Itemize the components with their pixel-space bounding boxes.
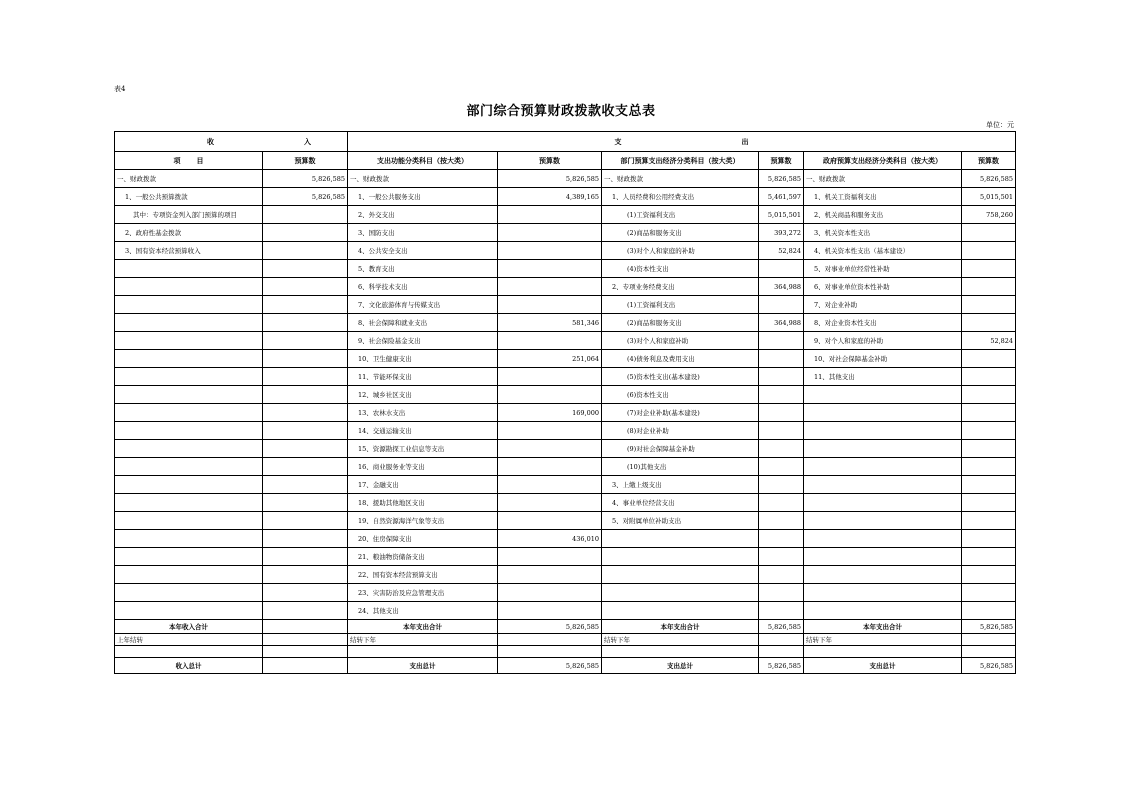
dept-econ-item: (7)对企业补助(基本建设) — [602, 404, 759, 422]
gov-econ-item — [804, 584, 962, 602]
func-budget — [498, 548, 602, 566]
func-budget: 4,389,165 — [498, 188, 602, 206]
exp-grand-total-value-1: 5,826,585 — [498, 658, 602, 674]
income-grand-total-label: 收入总计 — [115, 658, 263, 674]
gov-econ-budget: 5,826,585 — [962, 170, 1016, 188]
income-item — [115, 440, 263, 458]
gov-econ-item: 7、对企业补助 — [804, 296, 962, 314]
income-budget — [263, 548, 348, 566]
table-row — [115, 566, 1016, 584]
func-budget — [498, 278, 602, 296]
grand-total-row — [115, 658, 1016, 674]
gov-econ-budget — [962, 602, 1016, 620]
gov-econ-budget — [962, 566, 1016, 584]
func-item: 一、财政拨款 — [348, 170, 498, 188]
exp-year-total-label-3: 本年支出合计 — [804, 620, 962, 634]
func-budget: 436,010 — [498, 530, 602, 548]
gov-econ-budget — [962, 278, 1016, 296]
gov-econ-budget — [962, 368, 1016, 386]
income-budget — [263, 494, 348, 512]
func-budget — [498, 332, 602, 350]
dept-econ-item: 一、财政拨款 — [602, 170, 759, 188]
table-row — [115, 404, 1016, 422]
dept-econ-item: (9)对社会保障基金补助 — [602, 440, 759, 458]
dept-econ-item: 3、上缴上级支出 — [602, 476, 759, 494]
unit-label: 单位：元 — [986, 121, 1014, 129]
totals-body — [115, 620, 1016, 674]
gov-econ-item — [804, 458, 962, 476]
table-row — [115, 440, 1016, 458]
dept-econ-budget — [759, 386, 804, 404]
dept-econ-budget — [759, 422, 804, 440]
income-grand-total-value — [263, 658, 348, 674]
col-header-budget4: 预算数 — [962, 152, 1016, 170]
table-row — [115, 188, 1016, 206]
income-item — [115, 260, 263, 278]
dept-econ-budget — [759, 260, 804, 278]
func-item: 12、城乡社区支出 — [348, 386, 498, 404]
func-item: 7、文化旅游体育与传媒支出 — [348, 296, 498, 314]
gov-econ-item: 1、机关工资福利支出 — [804, 188, 962, 206]
dept-econ-budget — [759, 296, 804, 314]
gov-econ-item: 4、机关资本性支出（基本建设） — [804, 242, 962, 260]
income-item — [115, 296, 263, 314]
income-item: 3、国有资本经营预算收入 — [115, 242, 263, 260]
income-budget — [263, 350, 348, 368]
income-item — [115, 404, 263, 422]
exp-year-total-value-3: 5,826,585 — [962, 620, 1016, 634]
dept-econ-budget: 393,272 — [759, 224, 804, 242]
col-header-item: 项目 — [115, 152, 263, 170]
income-budget — [263, 314, 348, 332]
income-budget — [263, 476, 348, 494]
table-row — [115, 170, 1016, 188]
table-row — [115, 296, 1016, 314]
func-item: 1、一般公共服务支出 — [348, 188, 498, 206]
exp-year-total-label-1: 本年支出合计 — [348, 620, 498, 634]
gov-econ-item — [804, 566, 962, 584]
exp-year-total-label-2: 本年支出合计 — [602, 620, 759, 634]
func-budget: 251,064 — [498, 350, 602, 368]
func-item: 22、国有资本经营预算支出 — [348, 566, 498, 584]
table-row — [115, 494, 1016, 512]
func-item: 10、卫生健康支出 — [348, 350, 498, 368]
dept-econ-budget — [759, 368, 804, 386]
table-row — [115, 314, 1016, 332]
dept-econ-item: (6)资本性支出 — [602, 386, 759, 404]
table-row — [115, 512, 1016, 530]
func-item: 4、公共安全支出 — [348, 242, 498, 260]
dept-econ-item: (10)其他支出 — [602, 458, 759, 476]
func-item: 2、外交支出 — [348, 206, 498, 224]
gov-econ-item — [804, 602, 962, 620]
income-item — [115, 602, 263, 620]
exp-grand-total-value-2: 5,826,585 — [759, 658, 804, 674]
income-budget — [263, 584, 348, 602]
income-item — [115, 314, 263, 332]
income-item: 一、财政拨款 — [115, 170, 263, 188]
func-budget — [498, 260, 602, 278]
gov-econ-budget — [962, 440, 1016, 458]
income-item — [115, 476, 263, 494]
dept-econ-budget — [759, 458, 804, 476]
dept-econ-budget — [759, 602, 804, 620]
func-budget — [498, 386, 602, 404]
carry-out-value-3 — [962, 634, 1016, 646]
dept-econ-item: 5、对附属单位补助支出 — [602, 512, 759, 530]
exp-grand-total-label-3: 支出总计 — [804, 658, 962, 674]
gov-econ-budget — [962, 458, 1016, 476]
func-item: 9、社会保险基金支出 — [348, 332, 498, 350]
gov-econ-budget — [962, 404, 1016, 422]
gov-econ-budget — [962, 350, 1016, 368]
carry-in-label: 上年结转 — [115, 634, 263, 646]
table-row — [115, 386, 1016, 404]
dept-econ-item: 2、专项业务经费支出 — [602, 278, 759, 296]
gov-econ-budget — [962, 548, 1016, 566]
dept-econ-item: 4、事业单位经营支出 — [602, 494, 759, 512]
income-item — [115, 566, 263, 584]
dept-econ-budget: 52,824 — [759, 242, 804, 260]
dept-econ-budget: 5,461,597 — [759, 188, 804, 206]
income-item — [115, 422, 263, 440]
income-item — [115, 494, 263, 512]
income-budget — [263, 422, 348, 440]
dept-econ-item: (5)资本性支出(基本建设) — [602, 368, 759, 386]
func-item: 3、国防支出 — [348, 224, 498, 242]
carry-out-label-3: 结转下年 — [804, 634, 962, 646]
carry-out-value-1 — [498, 634, 602, 646]
gov-econ-item: 一、财政拨款 — [804, 170, 962, 188]
func-budget: 5,826,585 — [498, 170, 602, 188]
gov-econ-budget — [962, 296, 1016, 314]
carry-out-label-1: 结转下年 — [348, 634, 498, 646]
table-row — [115, 260, 1016, 278]
gov-econ-item — [804, 422, 962, 440]
table-row — [115, 224, 1016, 242]
gov-econ-item: 9、对个人和家庭的补助 — [804, 332, 962, 350]
income-item — [115, 458, 263, 476]
income-budget — [263, 206, 348, 224]
func-item: 8、社会保障和就业支出 — [348, 314, 498, 332]
dept-econ-item: (4)资本性支出 — [602, 260, 759, 278]
dept-econ-item: (1)工资福利支出 — [602, 206, 759, 224]
func-budget — [498, 206, 602, 224]
gov-econ-item: 10、对社会保障基金补助 — [804, 350, 962, 368]
carry-out-value-2 — [759, 634, 804, 646]
income-budget — [263, 566, 348, 584]
table-row — [115, 458, 1016, 476]
table-row — [115, 476, 1016, 494]
gov-econ-item: 6、对事业单位资本性补助 — [804, 278, 962, 296]
dept-econ-budget — [759, 332, 804, 350]
income-budget — [263, 458, 348, 476]
gov-econ-budget — [962, 242, 1016, 260]
exp-grand-total-value-3: 5,826,585 — [962, 658, 1016, 674]
income-item — [115, 278, 263, 296]
table-row — [115, 350, 1016, 368]
gov-econ-budget — [962, 512, 1016, 530]
header-row-1 — [115, 132, 1016, 152]
dept-econ-item: (8)对企业补助 — [602, 422, 759, 440]
year-total-row — [115, 620, 1016, 634]
gov-econ-item — [804, 512, 962, 530]
func-budget — [498, 584, 602, 602]
func-item: 11、节能环保支出 — [348, 368, 498, 386]
header-row-2 — [115, 152, 1016, 170]
table-row — [115, 422, 1016, 440]
func-item: 21、粮油物资储备支出 — [348, 548, 498, 566]
col-header-dept-econ: 部门预算支出经济分类科目（按大类） — [602, 152, 759, 170]
dept-econ-item: (3)对个人和家庭补助 — [602, 332, 759, 350]
income-item — [115, 332, 263, 350]
dept-econ-budget — [759, 440, 804, 458]
func-item: 14、交通运输支出 — [348, 422, 498, 440]
carry-in-value — [263, 634, 348, 646]
dept-econ-budget — [759, 476, 804, 494]
income-item — [115, 512, 263, 530]
income-budget — [263, 440, 348, 458]
page-title: 部门综合预算财政拨款收支总表 — [466, 104, 656, 119]
dept-econ-item — [602, 566, 759, 584]
income-budget — [263, 386, 348, 404]
func-budget — [498, 566, 602, 584]
func-item: 15、资源勘探工业信息等支出 — [348, 440, 498, 458]
dept-econ-item: (4)债务利息及费用支出 — [602, 350, 759, 368]
income-item — [115, 350, 263, 368]
gov-econ-budget — [962, 260, 1016, 278]
dept-econ-budget — [759, 566, 804, 584]
gov-econ-budget: 52,824 — [962, 332, 1016, 350]
income-item — [115, 386, 263, 404]
func-item: 19、自然资源海洋气象等支出 — [348, 512, 498, 530]
gov-econ-item — [804, 494, 962, 512]
func-budget — [498, 242, 602, 260]
table-row — [115, 242, 1016, 260]
col-header-budget3: 预算数 — [759, 152, 804, 170]
func-budget — [498, 224, 602, 242]
table-row — [115, 206, 1016, 224]
income-header: 收入 — [115, 132, 348, 152]
dept-econ-item: (2)商品和服务支出 — [602, 314, 759, 332]
income-year-total-value — [263, 620, 348, 634]
func-budget: 169,000 — [498, 404, 602, 422]
gov-econ-item: 2、机关商品和服务支出 — [804, 206, 962, 224]
income-item: 2、政府性基金拨款 — [115, 224, 263, 242]
income-item — [115, 530, 263, 548]
income-budget: 5,826,585 — [263, 188, 348, 206]
col-header-budget2: 预算数 — [498, 152, 602, 170]
dept-econ-item: (2)商品和服务支出 — [602, 224, 759, 242]
col-header-func: 支出功能分类科目（按大类） — [348, 152, 498, 170]
income-budget: 5,826,585 — [263, 170, 348, 188]
dept-econ-item — [602, 530, 759, 548]
income-item: 其中：专项资金列入部门预算的项目 — [115, 206, 263, 224]
func-budget — [498, 296, 602, 314]
income-budget — [263, 242, 348, 260]
col-header-budget: 预算数 — [263, 152, 348, 170]
budget-table — [114, 131, 1016, 674]
gov-econ-budget — [962, 386, 1016, 404]
exp-grand-total-label-2: 支出总计 — [602, 658, 759, 674]
func-budget — [498, 440, 602, 458]
table-row — [115, 602, 1016, 620]
func-budget — [498, 458, 602, 476]
table-row — [115, 278, 1016, 296]
dept-econ-budget: 5,015,501 — [759, 206, 804, 224]
table-row — [115, 368, 1016, 386]
gov-econ-budget: 758,260 — [962, 206, 1016, 224]
income-item — [115, 584, 263, 602]
gov-econ-budget: 5,015,501 — [962, 188, 1016, 206]
dept-econ-budget — [759, 548, 804, 566]
dept-econ-item: 1、人员经费和公用经费支出 — [602, 188, 759, 206]
func-item: 6、科学技术支出 — [348, 278, 498, 296]
dept-econ-budget — [759, 404, 804, 422]
dept-econ-budget: 364,988 — [759, 314, 804, 332]
table-row — [115, 584, 1016, 602]
dept-econ-item — [602, 602, 759, 620]
func-budget: 581,346 — [498, 314, 602, 332]
gov-econ-item — [804, 404, 962, 422]
table-body — [115, 132, 1016, 620]
income-item — [115, 548, 263, 566]
income-budget — [263, 602, 348, 620]
dept-econ-budget: 5,826,585 — [759, 170, 804, 188]
gov-econ-budget — [962, 422, 1016, 440]
dept-econ-budget: 364,988 — [759, 278, 804, 296]
dept-econ-item — [602, 548, 759, 566]
gov-econ-item: 8、对企业资本性支出 — [804, 314, 962, 332]
dept-econ-item — [602, 584, 759, 602]
func-budget — [498, 494, 602, 512]
func-item: 20、住房保障支出 — [348, 530, 498, 548]
income-budget — [263, 296, 348, 314]
exp-year-total-value-1: 5,826,585 — [498, 620, 602, 634]
income-budget — [263, 530, 348, 548]
func-budget — [498, 512, 602, 530]
carry-out-label-2: 结转下年 — [602, 634, 759, 646]
dept-econ-budget — [759, 350, 804, 368]
gov-econ-item: 11、其他支出 — [804, 368, 962, 386]
income-budget — [263, 404, 348, 422]
income-budget — [263, 260, 348, 278]
income-budget — [263, 332, 348, 350]
gov-econ-item — [804, 476, 962, 494]
gov-econ-budget — [962, 224, 1016, 242]
dept-econ-budget — [759, 494, 804, 512]
func-item: 16、商业服务业等支出 — [348, 458, 498, 476]
dept-econ-item: (1)工资福利支出 — [602, 296, 759, 314]
expense-header: 支出 — [348, 132, 1016, 152]
income-budget — [263, 368, 348, 386]
func-item: 17、金融支出 — [348, 476, 498, 494]
table-row — [115, 530, 1016, 548]
gov-econ-budget — [962, 476, 1016, 494]
gov-econ-item — [804, 548, 962, 566]
dept-econ-item: (3)对个人和家庭的补助 — [602, 242, 759, 260]
table-row — [115, 548, 1016, 566]
income-budget — [263, 512, 348, 530]
gov-econ-item — [804, 386, 962, 404]
gov-econ-item — [804, 530, 962, 548]
func-budget — [498, 368, 602, 386]
col-header-gov-econ: 政府预算支出经济分类科目（按大类） — [804, 152, 962, 170]
func-item: 13、农林水支出 — [348, 404, 498, 422]
func-budget — [498, 476, 602, 494]
income-year-total-label: 本年收入合计 — [115, 620, 263, 634]
func-item: 5、教育支出 — [348, 260, 498, 278]
dept-econ-budget — [759, 584, 804, 602]
blank-row — [115, 646, 1016, 658]
carry-row — [115, 634, 1016, 646]
gov-econ-item: 3、机关资本性支出 — [804, 224, 962, 242]
func-budget — [498, 422, 602, 440]
gov-econ-budget — [962, 584, 1016, 602]
func-budget — [498, 602, 602, 620]
exp-year-total-value-2: 5,826,585 — [759, 620, 804, 634]
income-item: 1、一般公共预算拨款 — [115, 188, 263, 206]
table-number: 表4 — [114, 85, 126, 93]
table-row — [115, 332, 1016, 350]
func-item: 23、灾害防治及应急管理支出 — [348, 584, 498, 602]
gov-econ-item: 5、对事业单位经常性补助 — [804, 260, 962, 278]
gov-econ-item — [804, 440, 962, 458]
func-item: 24、其他支出 — [348, 602, 498, 620]
dept-econ-budget — [759, 512, 804, 530]
income-budget — [263, 224, 348, 242]
income-item — [115, 368, 263, 386]
gov-econ-budget — [962, 530, 1016, 548]
gov-econ-budget — [962, 314, 1016, 332]
gov-econ-budget — [962, 494, 1016, 512]
func-item: 18、援助其他地区支出 — [348, 494, 498, 512]
income-budget — [263, 278, 348, 296]
dept-econ-budget — [759, 530, 804, 548]
exp-grand-total-label-1: 支出总计 — [348, 658, 498, 674]
